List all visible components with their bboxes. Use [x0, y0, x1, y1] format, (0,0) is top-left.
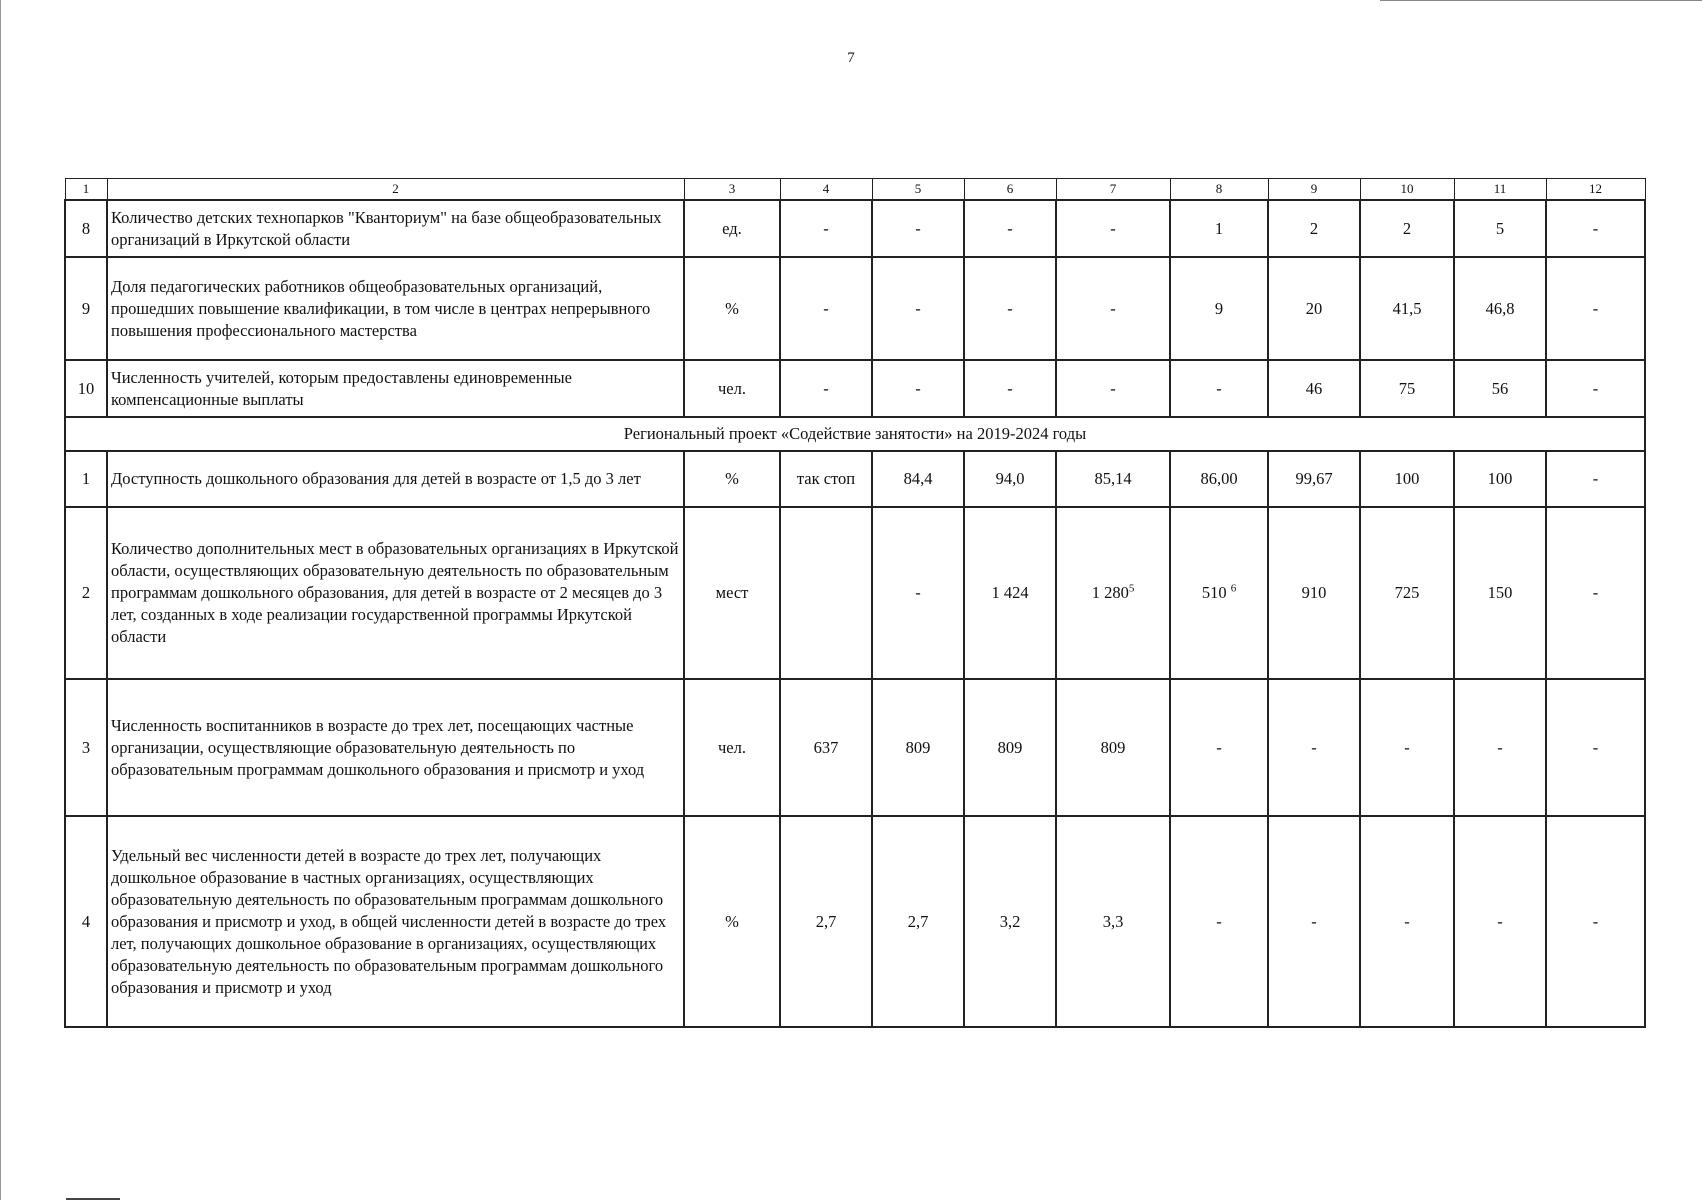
section-row — [65, 417, 1645, 451]
value-cell: 20 — [1268, 257, 1360, 360]
unit-cell: мест — [684, 507, 780, 679]
value-cell: 809 — [964, 679, 1056, 816]
value-cell: 2 — [1360, 200, 1454, 257]
scan-edge-mark — [1380, 0, 1702, 1]
indicator-name: Доля педагогических работников общеобразовательных организаций, прошедших повышение квалификации, в том числе в центрах непрерывного повышения профессионального мастерства — [107, 257, 684, 360]
row-number: 8 — [65, 200, 107, 257]
column-number: 2 — [107, 179, 684, 201]
value-cell: 1 — [1170, 200, 1268, 257]
unit-cell: ед. — [684, 200, 780, 257]
value-cell: - — [780, 360, 872, 417]
value-cell: 3,3 — [1056, 816, 1170, 1027]
value-cell: 2,7 — [780, 816, 872, 1027]
value-cell: - — [1360, 679, 1454, 816]
value-cell — [780, 507, 872, 679]
table-row — [65, 200, 1645, 257]
value-cell: 94,0 — [964, 451, 1056, 507]
row-number: 1 — [65, 451, 107, 507]
value-cell — [1056, 507, 1170, 679]
value-cell: 56 — [1454, 360, 1546, 417]
value-cell: 99,67 — [1268, 451, 1360, 507]
value-cell: 41,5 — [1360, 257, 1454, 360]
value-cell: - — [1546, 200, 1645, 257]
unit-cell: % — [684, 816, 780, 1027]
value-cell: 2,7 — [872, 816, 964, 1027]
value-cell: - — [964, 200, 1056, 257]
column-number: 9 — [1268, 179, 1360, 201]
indicator-name: Численность воспитанников в возрасте до трех лет, посещающих частные организации, осуществляющие образовательную деятельность по образовательным программам дошкольного образования и присмотр и уход — [107, 679, 684, 816]
column-number: 11 — [1454, 179, 1546, 201]
indicator-name: Количество детских технопарков "Кванториум" на базе общеобразовательных организаций в Иркутской области — [107, 200, 684, 257]
table-row — [65, 257, 1645, 360]
value-cell: - — [1268, 816, 1360, 1027]
table-row — [65, 451, 1645, 507]
value-cell: 84,4 — [872, 451, 964, 507]
value-cell: 100 — [1454, 451, 1546, 507]
value-cell: - — [1454, 679, 1546, 816]
section-title: Региональный проект «Содействие занятости» на 2019-2024 годы — [65, 417, 1645, 451]
row-number: 2 — [65, 507, 107, 679]
value-cell: 910 — [1268, 507, 1360, 679]
table-row — [65, 360, 1645, 417]
table-row — [65, 507, 1645, 679]
indicators-table — [64, 178, 1646, 1028]
value-cell: - — [964, 360, 1056, 417]
row-number: 10 — [65, 360, 107, 417]
value-cell: - — [1056, 200, 1170, 257]
table-row — [65, 679, 1645, 816]
value-cell: - — [1546, 679, 1645, 816]
unit-cell: % — [684, 451, 780, 507]
value-cell: - — [872, 360, 964, 417]
unit-cell: чел. — [684, 360, 780, 417]
value-cell: 9 — [1170, 257, 1268, 360]
value-cell: 85,14 — [1056, 451, 1170, 507]
value-cell: 637 — [780, 679, 872, 816]
scan-edge-mark — [0, 0, 1, 1200]
column-number: 4 — [780, 179, 872, 201]
value-cell — [1170, 507, 1268, 679]
page-number: 7 — [847, 50, 855, 66]
value-cell: 1 424 — [964, 507, 1056, 679]
footnote-mark: 5 — [1128, 582, 1135, 595]
value-cell: - — [1170, 679, 1268, 816]
unit-cell: чел. — [684, 679, 780, 816]
value-text: 510 — [1201, 583, 1227, 602]
value-cell: 100 — [1360, 451, 1454, 507]
column-number: 3 — [684, 179, 780, 201]
row-number: 9 — [65, 257, 107, 360]
column-number: 1 — [65, 179, 107, 201]
value-cell: так стоп — [780, 451, 872, 507]
column-number: 8 — [1170, 179, 1268, 201]
value-cell: 150 — [1454, 507, 1546, 679]
footnote-mark: 6 — [1230, 582, 1237, 595]
value-cell: - — [780, 200, 872, 257]
column-number: 7 — [1056, 179, 1170, 201]
column-number: 5 — [872, 179, 964, 201]
value-cell: - — [1360, 816, 1454, 1027]
indicator-name: Доступность дошкольного образования для детей в возрасте от 1,5 до 3 лет — [107, 451, 684, 507]
value-cell: - — [1056, 360, 1170, 417]
column-number: 12 — [1546, 179, 1645, 201]
value-cell: 46 — [1268, 360, 1360, 417]
value-cell: - — [1056, 257, 1170, 360]
column-number: 6 — [964, 179, 1056, 201]
value-cell: - — [872, 507, 964, 679]
column-number-row — [65, 179, 1645, 201]
value-cell: 725 — [1360, 507, 1454, 679]
value-cell: 86,00 — [1170, 451, 1268, 507]
value-cell: - — [1546, 451, 1645, 507]
value-cell: - — [964, 257, 1056, 360]
value-cell: - — [1546, 257, 1645, 360]
value-cell: - — [1546, 360, 1645, 417]
value-cell: 5 — [1454, 200, 1546, 257]
unit-cell: % — [684, 257, 780, 360]
indicator-name: Удельный вес численности детей в возрасте до трех лет, получающих дошкольное образование в частных организациях, осуществляющих образовательную деятельность по образовательным программам дошкольного образования и присмотр и уход, в общей численности детей в возрасте до трех лет, получающих дошкольное образование в организациях, осуществляющих образовательную деятельность по образовательным программам дошкольного образования и присмотр и уход — [107, 816, 684, 1027]
value-cell: - — [872, 257, 964, 360]
value-cell: - — [1546, 816, 1645, 1027]
value-cell: 46,8 — [1454, 257, 1546, 360]
value-cell: - — [872, 200, 964, 257]
indicator-name: Количество дополнительных мест в образовательных организациях в Иркутской области, осуществляющих образовательную деятельность по образовательным программам дошкольного образования, для детей в возрасте от 2 месяцев до 3 лет, созданных в ходе реализации государственной программы Иркутской области — [107, 507, 684, 679]
value-cell: 75 — [1360, 360, 1454, 417]
value-cell: - — [1170, 816, 1268, 1027]
value-cell: - — [780, 257, 872, 360]
value-text: 1 280 — [1091, 583, 1129, 602]
row-number: 4 — [65, 816, 107, 1027]
value-cell: 809 — [872, 679, 964, 816]
value-cell: - — [1454, 816, 1546, 1027]
row-number: 3 — [65, 679, 107, 816]
value-cell: - — [1546, 507, 1645, 679]
value-cell: 2 — [1268, 200, 1360, 257]
value-cell: - — [1268, 679, 1360, 816]
indicator-name: Численность учителей, которым предоставлены единовременные компенсационные выплаты — [107, 360, 684, 417]
value-cell: 3,2 — [964, 816, 1056, 1027]
value-cell: 809 — [1056, 679, 1170, 816]
column-number: 10 — [1360, 179, 1454, 201]
value-cell: - — [1170, 360, 1268, 417]
table-row — [65, 816, 1645, 1027]
